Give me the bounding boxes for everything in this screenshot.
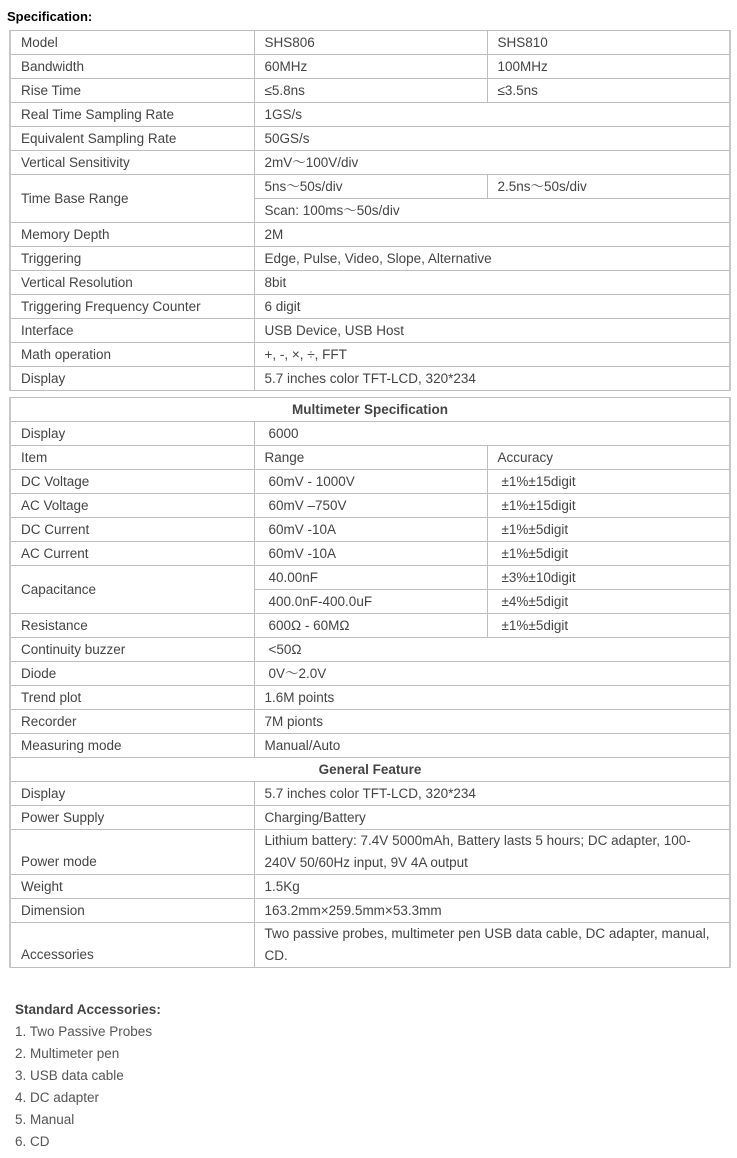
spec-label: Triggering Frequency Counter: [10, 295, 254, 319]
spec-value: 5.7 inches color TFT-LCD, 320*234: [254, 367, 730, 391]
spec-value: 7M pionts: [254, 710, 730, 734]
spec-label: AC Voltage: [10, 494, 254, 518]
column-header: Accuracy: [487, 446, 730, 470]
table-row: [10, 734, 730, 758]
spec-value: 40.00nF: [254, 566, 487, 590]
spec-value: 60mV - 1000V: [254, 470, 487, 494]
table-row: [10, 710, 730, 734]
spec-value: 6000: [254, 422, 730, 446]
table-row: [10, 175, 730, 199]
spec-label: Continuity buzzer: [10, 638, 254, 662]
table-row: [10, 398, 730, 422]
spec-label: Power Supply: [10, 806, 254, 830]
spec-value: USB Device, USB Host: [254, 319, 730, 343]
column-header: Range: [254, 446, 487, 470]
spec-label: DC Voltage: [10, 470, 254, 494]
spec-label: Vertical Sensitivity: [10, 151, 254, 175]
spec-label: Bandwidth: [10, 55, 254, 79]
table-row: [10, 271, 730, 295]
standard-accessories-title: Standard Accessories:: [15, 1002, 161, 1017]
spec-value: 6 digit: [254, 295, 730, 319]
spec-label: Model: [10, 31, 254, 55]
table-row: [10, 367, 730, 391]
spec-value: 100MHz: [487, 55, 730, 79]
spec-label: Power mode: [10, 830, 254, 875]
spec-value: ±1%±5digit: [487, 614, 730, 638]
table-row: [10, 830, 730, 875]
spec-value: ±1%±15digit: [487, 494, 730, 518]
table-row: [10, 127, 730, 151]
spec-value: Lithium battery: 7.4V 5000mAh, Battery lasts 5 hours; DC adapter, 100-240V 50/60Hz input, 9V 4A output: [254, 830, 730, 875]
spec-value: ±1%±5digit: [487, 518, 730, 542]
table-row: [10, 446, 730, 470]
table-row: [10, 295, 730, 319]
spec-value: 2M: [254, 223, 730, 247]
table-row: [10, 470, 730, 494]
spec-value: 1GS/s: [254, 103, 730, 127]
table-row: [10, 614, 730, 638]
table-row: [10, 422, 730, 446]
spec-label: Display: [10, 367, 254, 391]
spec-value: 2mV～100V/div: [254, 151, 730, 175]
section-header-general: General Feature: [10, 758, 730, 782]
spec-value: 8bit: [254, 271, 730, 295]
multimeter-and-general-table: [9, 397, 731, 968]
spec-value: 60mV –750V: [254, 494, 487, 518]
standard-accessories: [15, 999, 161, 1153]
table-row: [10, 343, 730, 367]
table-row: [10, 638, 730, 662]
spec-label: AC Current: [10, 542, 254, 566]
spec-label: DC Current: [10, 518, 254, 542]
list-item: 6. CD: [15, 1134, 50, 1149]
spec-label: Diode: [10, 662, 254, 686]
list-item: 5. Manual: [15, 1112, 75, 1127]
table-row: [10, 875, 730, 899]
spec-label: Display: [10, 422, 254, 446]
table-row: [10, 542, 730, 566]
table-row: [10, 566, 730, 590]
table-row: [10, 782, 730, 806]
spec-value: Manual/Auto: [254, 734, 730, 758]
table-row: [10, 55, 730, 79]
spec-value: 1.6M points: [254, 686, 730, 710]
spec-value: SHS806: [254, 31, 487, 55]
table-row: [10, 223, 730, 247]
spec-label: Triggering: [10, 247, 254, 271]
list-item: 1. Two Passive Probes: [15, 1024, 153, 1039]
spec-value: <50Ω: [254, 638, 730, 662]
spec-label: Dimension: [10, 899, 254, 923]
spec-value: ±1%±5digit: [487, 542, 730, 566]
spec-value: SHS810: [487, 31, 730, 55]
table-row: [10, 494, 730, 518]
spec-label: Interface: [10, 319, 254, 343]
spec-label: Weight: [10, 875, 254, 899]
spec-label: Capacitance: [10, 566, 254, 614]
spec-value: 2.5ns～50s/div: [487, 175, 730, 199]
spec-value: +, -, ×, ÷, FFT: [254, 343, 730, 367]
table-row: [10, 247, 730, 271]
spec-value: 5ns～50s/div: [254, 175, 487, 199]
spec-value: 5.7 inches color TFT-LCD, 320*234: [254, 782, 730, 806]
spec-label: Recorder: [10, 710, 254, 734]
spec-value: Charging/Battery: [254, 806, 730, 830]
spec-value: ≤3.5ns: [487, 79, 730, 103]
spec-value: ±4%±5digit: [487, 590, 730, 614]
spec-value: Two passive probes, multimeter pen USB data cable, DC adapter, manual, CD.: [254, 923, 730, 968]
spec-value: 0V～2.0V: [254, 662, 730, 686]
specification-heading: Specification:: [7, 9, 93, 24]
spec-value: ±3%±10digit: [487, 566, 730, 590]
spec-label: Vertical Resolution: [10, 271, 254, 295]
table-row: [10, 686, 730, 710]
spec-value: 1.5Kg: [254, 875, 730, 899]
spec-label: Trend plot: [10, 686, 254, 710]
spec-label: Resistance: [10, 614, 254, 638]
list-item: 2. Multimeter pen: [15, 1046, 120, 1061]
list-item: 3. USB data cable: [15, 1068, 124, 1083]
table-row: [10, 151, 730, 175]
spec-value: 60mV -10A: [254, 542, 487, 566]
section-header-multimeter: Multimeter Specification: [10, 398, 730, 422]
table-row: [10, 758, 730, 782]
spec-value: Scan: 100ms～50s/div: [254, 199, 730, 223]
spec-value: ≤5.8ns: [254, 79, 487, 103]
spec-label: Real Time Sampling Rate: [10, 103, 254, 127]
spec-label: Accessories: [10, 923, 254, 968]
spec-value: ±1%±15digit: [487, 470, 730, 494]
spec-value: 60MHz: [254, 55, 487, 79]
table-row: [10, 899, 730, 923]
spec-value: 50GS/s: [254, 127, 730, 151]
list-item: 4. DC adapter: [15, 1090, 100, 1105]
table-row: [10, 518, 730, 542]
spec-label: Equivalent Sampling Rate: [10, 127, 254, 151]
spec-label: Rise Time: [10, 79, 254, 103]
spec-label: Display: [10, 782, 254, 806]
table-row: [10, 319, 730, 343]
spec-value: Edge, Pulse, Video, Slope, Alternative: [254, 247, 730, 271]
table-row: [10, 79, 730, 103]
table-row: [10, 662, 730, 686]
spec-value: 163.2mm×259.5mm×53.3mm: [254, 899, 730, 923]
spec-label: Measuring mode: [10, 734, 254, 758]
spec-value: 60mV -10A: [254, 518, 487, 542]
spec-label: Math operation: [10, 343, 254, 367]
spec-label: Memory Depth: [10, 223, 254, 247]
table-row: [10, 923, 730, 968]
spec-label: Time Base Range: [10, 175, 254, 223]
spec-value: 600Ω - 60MΩ: [254, 614, 487, 638]
column-header: Item: [10, 446, 254, 470]
table-row: [10, 806, 730, 830]
oscilloscope-spec-table: [9, 30, 731, 391]
spec-value: 400.0nF-400.0uF: [254, 590, 487, 614]
table-row: [10, 31, 730, 55]
table-row: [10, 103, 730, 127]
